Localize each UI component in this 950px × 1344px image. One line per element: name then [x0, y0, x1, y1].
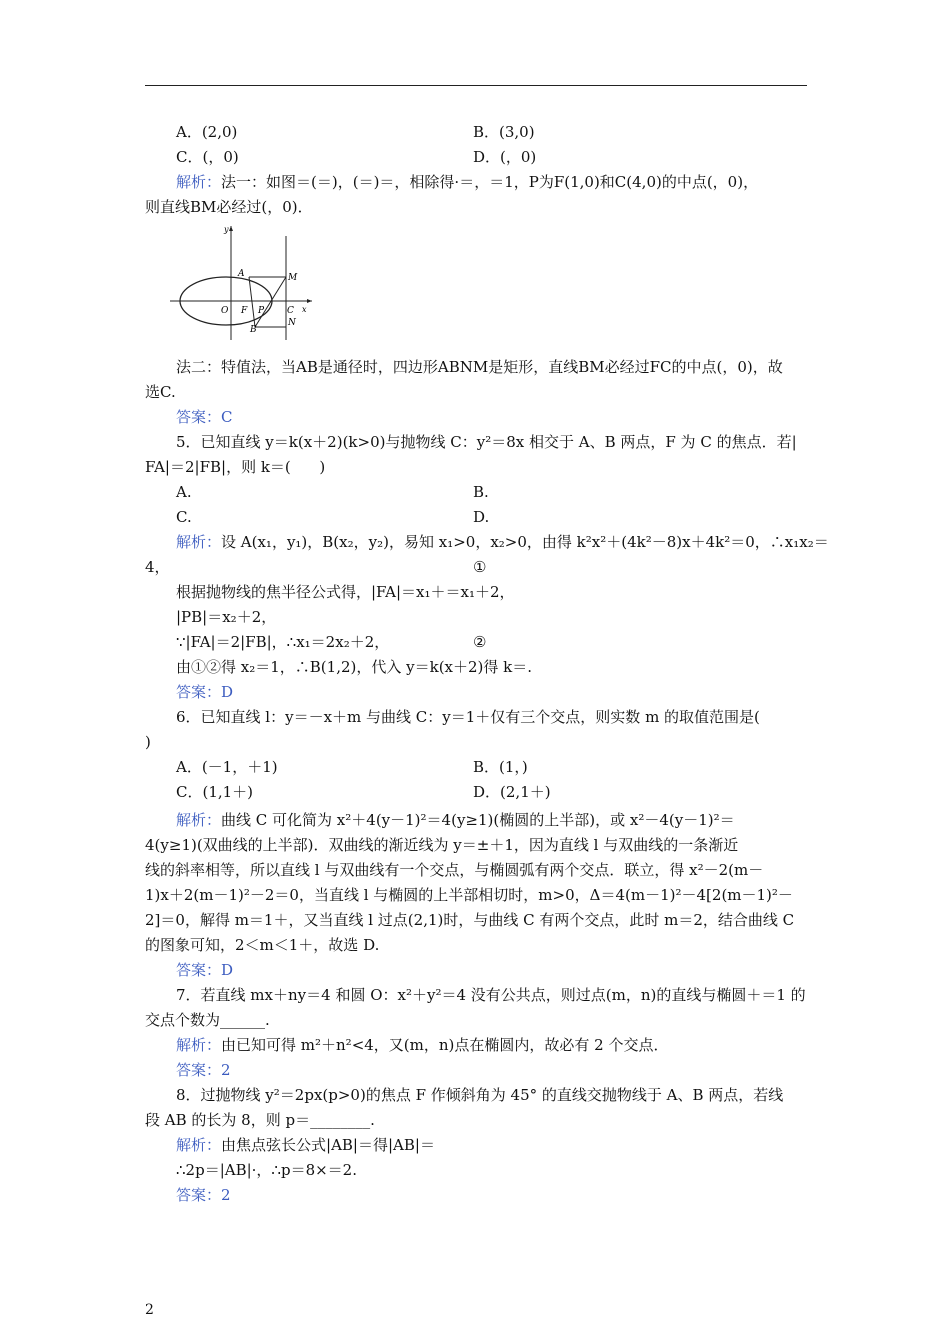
label-x: x	[302, 305, 307, 314]
label-y: y	[224, 225, 229, 234]
q5-option-a: A.	[176, 483, 192, 501]
q6-option-c: C．(1,1＋)	[176, 783, 254, 801]
q4-answer: 答案：C	[176, 408, 233, 426]
q7-stem-line1: 7．若直线 mx＋ny＝4 和圆 O：x²＋y²＝4 没有公共点，则过点(m，n)的直线与椭圆＋＝1 的	[176, 986, 806, 1004]
q5-stem-line1: 5．已知直线 y＝k(x＋2)(k>0)与抛物线 C：y²＝8x 相交于 A、B 两点，F 为 C 的焦点．若|	[176, 433, 797, 451]
q6-analysis-line2: 4(y≥1)(双曲线的上半部)．双曲线的渐近线为 y＝±＋1，因为直线 l 与双曲线的一条渐近	[145, 836, 739, 854]
q4-option-c: C．(，0)	[176, 148, 239, 166]
q6-analysis-line4: 1)x＋2(m－1)²－2＝0，当直线 l 与椭圆的上半部相切时，m>0，Δ＝4(m－1)²－4[2(m－1)²－	[145, 886, 793, 904]
q6-analysis-line6: 的图象可知，2＜m＜1＋，故选 D.	[145, 936, 380, 954]
q6-analysis-line1: 解析：曲线 C 可化简为 x²＋4(y－1)²＝4(y≥1)(椭圆的上半部)，或 x²－4(y－1)²＝	[176, 811, 735, 829]
q6-option-a: A．(－1，＋1)	[176, 758, 278, 776]
q6-stem-line1: 6．已知直线 l：y＝－x＋m 与曲线 C：y＝1＋仅有三个交点，则实数 m 的取值范围是(	[176, 708, 760, 726]
q5-analysis-line2: 4，	[145, 558, 170, 576]
label-o: O	[221, 306, 229, 316]
q8-analysis-line2: ∴2p＝|AB|·，∴p＝8×＝2.	[176, 1161, 357, 1179]
chord-ab	[249, 277, 255, 327]
q4-analysis-line1: 解析：法一：如图＝(＝)，(＝)＝，相除得·＝，＝1，P为F(1,0)和C(4,0)的中点(，0)，	[176, 173, 759, 191]
q5-analysis-line6: 由①②得 x₂＝1，∴B(1,2)，代入 y＝k(x＋2)得 k＝.	[176, 658, 533, 676]
analysis-label: 解析：	[176, 811, 222, 829]
analysis-label: 解析：	[176, 533, 222, 551]
label-m: M	[288, 273, 298, 283]
q8-analysis-line1: 解析：由焦点弦长公式|AB|＝得|AB|＝	[176, 1136, 435, 1154]
analysis-label: 解析：	[176, 1136, 222, 1154]
label-a: A	[238, 269, 245, 279]
q5-marker-1: ①	[473, 558, 487, 576]
q8-answer: 答案：2	[176, 1186, 231, 1204]
q5-analysis-line1: 解析：设 A(x₁，y₁)，B(x₂，y₂)，易知 x₁>0，x₂>0，由得 k²x²＋(4k²－8)x＋4k²＝0，∴x₁x₂＝	[176, 533, 829, 551]
q4-method2-line2: 选C.	[145, 383, 176, 401]
q4-option-d: D．(，0)	[473, 148, 537, 166]
q4-option-b: B．(3,0)	[473, 123, 535, 141]
label-c: C	[287, 306, 294, 316]
q6-option-b: B．(1，)	[473, 758, 528, 776]
q7-analysis-line1: 解析：由已知可得 m²＋n²<4，又(m，n)点在椭圆内，故必有 2 个交点．	[176, 1036, 669, 1054]
q5-analysis-line4: |PB|＝x₂＋2，	[176, 608, 277, 626]
analysis-label: 解析：	[176, 173, 222, 191]
header-rule	[145, 85, 807, 86]
q8-stem-line2: 段 AB 的长为 8，则 p＝________.	[145, 1111, 375, 1129]
x-axis-arrow	[307, 299, 312, 303]
q5-option-c: C.	[176, 508, 192, 526]
q6-option-d: D．(2,1＋)	[473, 783, 551, 801]
q4-method2-line1: 法二：特值法，当AB是通径时，四边形ABNM是矩形，直线BM必经过FC的中点(，0)，故	[176, 358, 783, 376]
q5-stem-line2: FA|＝2|FB|，则 k＝( )	[145, 458, 326, 476]
q4-option-a: A．(2,0)	[176, 123, 238, 141]
q7-answer: 答案：2	[176, 1061, 231, 1079]
q8-stem-line1: 8．过抛物线 y²＝2px(p>0)的焦点 F 作倾斜角为 45° 的直线交抛物线于 A、B 两点，若线	[176, 1086, 784, 1104]
q6-answer: 答案：D	[176, 961, 234, 979]
q4-analysis-line2: 则直线BM必经过(，0)．	[145, 198, 313, 216]
page-number: 2	[145, 1302, 154, 1318]
q6-stem-line2: )	[145, 733, 151, 751]
label-p: P	[258, 306, 265, 316]
analysis-label: 解析：	[176, 1036, 222, 1054]
q7-stem-line2: 交点个数为______.	[145, 1011, 270, 1029]
q6-analysis-line3: 线的斜率相等，所以直线 l 与双曲线有一个交点，与椭圆弧有两个交点．联立，得 x²－2(m－	[145, 861, 764, 879]
q5-analysis-line5: ∵|FA|＝2|FB|，∴x₁＝2x₂＋2，	[176, 633, 390, 651]
q5-marker-2: ②	[473, 633, 487, 651]
ellipse-figure	[170, 222, 320, 342]
label-n: N	[288, 318, 296, 328]
q6-analysis-line5: 2]＝0，解得 m＝1＋，又当直线 l 过点(2,1)时，与曲线 C 有两个交点，此时 m＝2，结合曲线 C	[145, 911, 795, 929]
y-axis-arrow	[229, 226, 233, 231]
q5-answer: 答案：D	[176, 683, 234, 701]
q5-option-d: D.	[473, 508, 490, 526]
q5-analysis-line3: 根据抛物线的焦半径公式得，|FA|＝x₁＋＝x₁＋2，	[176, 583, 515, 601]
label-b: B	[250, 325, 257, 335]
q5-option-b: B.	[473, 483, 489, 501]
label-f: F	[241, 306, 248, 316]
